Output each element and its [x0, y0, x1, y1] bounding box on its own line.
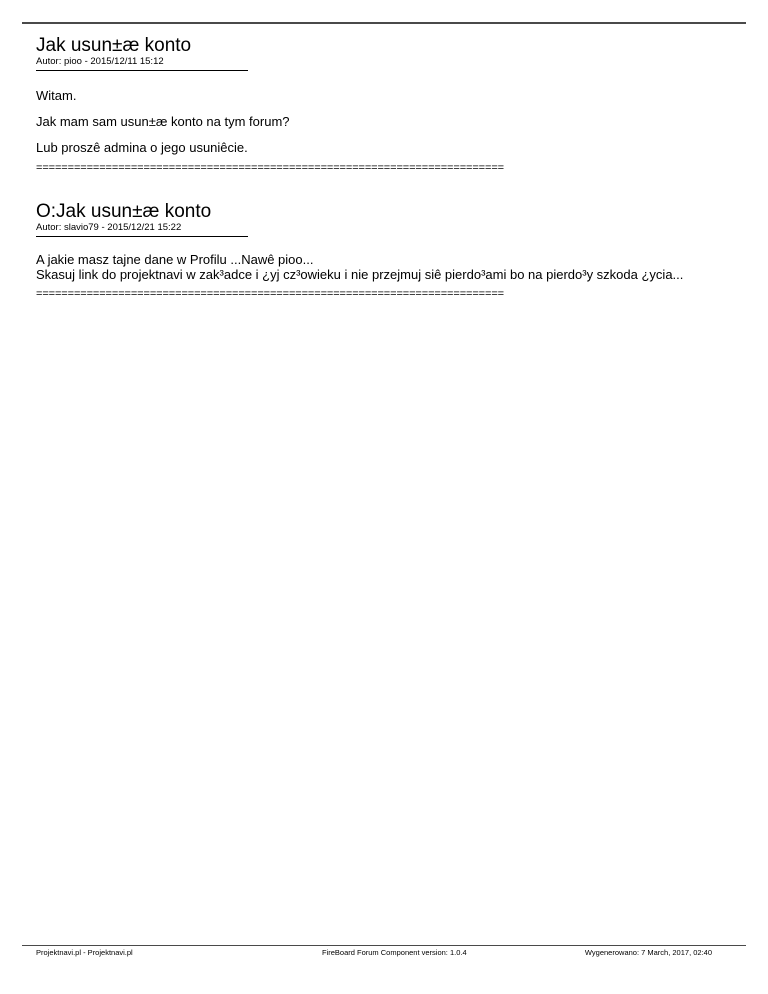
meta-divider [36, 236, 248, 237]
post-author-date: Autor: pioo - 2015/12/11 15:12 [36, 56, 164, 67]
forum-post [36, 202, 716, 300]
meta-divider [36, 70, 248, 71]
post-title: Jak usun±æ konto [36, 35, 192, 56]
post-paragraph: Jak mam sam usun±æ konto na tym forum? [36, 114, 290, 129]
top-divider [22, 22, 746, 24]
footer-divider [22, 945, 746, 946]
post-separator: ========================================================================== [36, 288, 504, 300]
post-line: A jakie masz tajne dane w Profilu ...Nawê pioo... [36, 252, 314, 267]
post-body [36, 252, 716, 282]
post-paragraph: Witam. [36, 88, 77, 103]
post-separator: ========================================================================== [36, 162, 504, 174]
post-line: Skasuj link do projektnavi w zak³adce i ¿yj cz³owieku i nie przejmuj siê pierdo³ami bo na pierdo³y szkoda ¿ycia... [36, 267, 684, 282]
post-title: O:Jak usun±æ konto [36, 201, 212, 222]
post-body [36, 88, 716, 155]
forum-post [36, 36, 716, 174]
footer-site: Projektnavi.pl - Projektnavi.pl [36, 948, 133, 957]
post-author-date: Autor: slavio79 - 2015/12/21 15:22 [36, 222, 182, 233]
post-paragraph: Lub proszê admina o jego usuniêcie. [36, 140, 248, 155]
footer-generated-date: Wygenerowano: 7 March, 2017, 02:40 [584, 948, 712, 957]
footer-component-version: FireBoard Forum Component version: 1.0.4 [322, 948, 467, 957]
